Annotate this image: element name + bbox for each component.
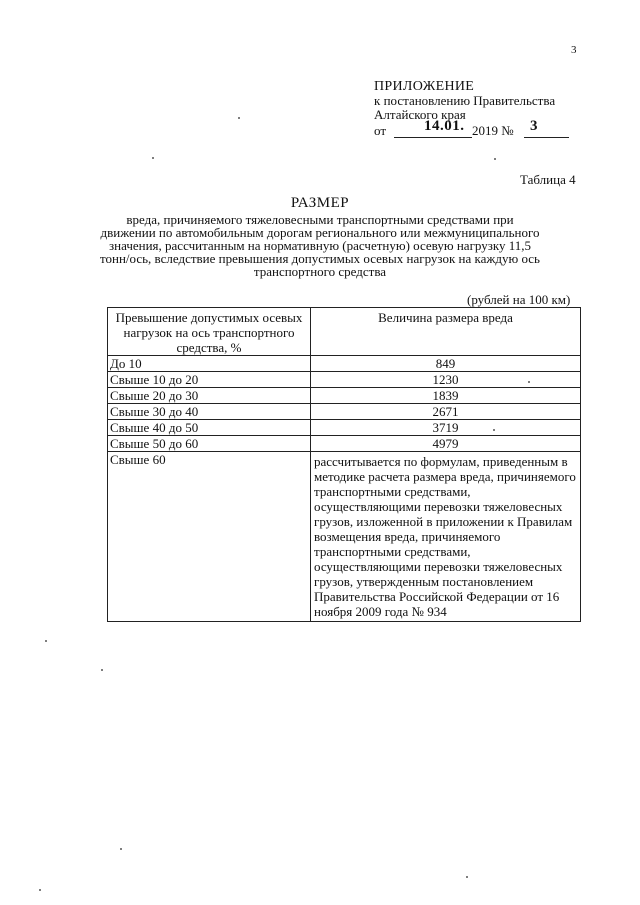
scan-speck bbox=[493, 429, 495, 431]
scan-speck bbox=[39, 889, 41, 891]
scan-speck bbox=[101, 669, 103, 671]
table-row bbox=[108, 356, 581, 372]
table-row bbox=[108, 452, 581, 622]
table-header-row bbox=[108, 308, 581, 356]
table-caption: Таблица 4 bbox=[520, 172, 576, 187]
table-row bbox=[108, 372, 581, 388]
year-and-number-sign: 2019 № bbox=[472, 123, 514, 138]
table-row bbox=[108, 436, 581, 452]
scan-speck bbox=[152, 157, 154, 159]
document-subtitle: вреда, причиняемого тяжеловесными транспортными средствами при движении по автомобильным дорогам регионального или межмуниципального значения, рассчитанным на нормативную (расчетную) осевую нагрузку 11,5 тонн/ось, вследствие превышения допустимых осевых нагрузок на каждую ось транспортного средства bbox=[100, 212, 540, 279]
row-range: Свыше 50 до 60 bbox=[108, 436, 311, 452]
row-range: Свыше 60 bbox=[108, 452, 311, 622]
date-prefix: от bbox=[374, 123, 387, 138]
handwritten-date: 14.01. bbox=[424, 118, 465, 134]
table-row bbox=[108, 404, 581, 420]
scan-speck bbox=[238, 117, 240, 119]
table-row bbox=[108, 388, 581, 404]
row-range: Свыше 30 до 40 bbox=[108, 404, 311, 420]
document-heading: РАЗМЕР bbox=[290, 195, 350, 211]
row-range: Свыше 40 до 50 bbox=[108, 420, 311, 436]
row-formula-note: рассчитывается по формулам, приведенным в методике расчета размера вреда, причиняемого транспортными средствами, осуществляющими перевозки тяжеловесных грузов, изложенной в приложении к Правилам возмещения вреда, причиняемого транспортными средствами, осуществляющими перевозки тяжеловесных грузов, утвержденным постановлением Правительства Российской Федерации от 16 ноября 2009 года № 934 bbox=[311, 452, 581, 622]
scan-speck bbox=[45, 640, 47, 642]
handwritten-number: 3 bbox=[530, 118, 538, 134]
scan-speck bbox=[120, 848, 122, 850]
row-range: До 10 bbox=[108, 356, 311, 372]
appendix-line-region: Алтайского края bbox=[374, 107, 466, 122]
row-value: 1839 bbox=[311, 388, 581, 404]
appendix-block bbox=[374, 80, 555, 140]
row-range: Свыше 10 до 20 bbox=[108, 372, 311, 388]
table-row bbox=[108, 420, 581, 436]
row-value: 3719 bbox=[311, 420, 581, 436]
scan-speck bbox=[494, 158, 496, 160]
row-value: 2671 bbox=[311, 404, 581, 420]
page-number: 3 bbox=[571, 44, 577, 56]
row-value: 4979 bbox=[311, 436, 581, 452]
units-note: (рублей на 100 км) bbox=[467, 292, 571, 307]
row-range: Свыше 20 до 30 bbox=[108, 388, 311, 404]
scan-speck bbox=[466, 876, 468, 878]
header-harm-amount: Величина размера вреда bbox=[311, 308, 581, 356]
document-title bbox=[100, 195, 540, 278]
appendix-title: ПРИЛОЖЕНИЕ bbox=[374, 79, 475, 94]
harm-table bbox=[107, 307, 581, 622]
row-value: 1230 bbox=[311, 372, 581, 388]
header-overload-percent: Превышение допустимых осевых нагрузок на ось транспортного средства, % bbox=[108, 308, 311, 356]
date-blank-line bbox=[394, 137, 472, 138]
scan-speck bbox=[528, 381, 530, 383]
appendix-date-line bbox=[374, 118, 555, 140]
appendix-line-resolution: к постановлению Правительства bbox=[374, 93, 556, 108]
row-value: 849 bbox=[311, 356, 581, 372]
number-blank-line bbox=[524, 137, 569, 138]
